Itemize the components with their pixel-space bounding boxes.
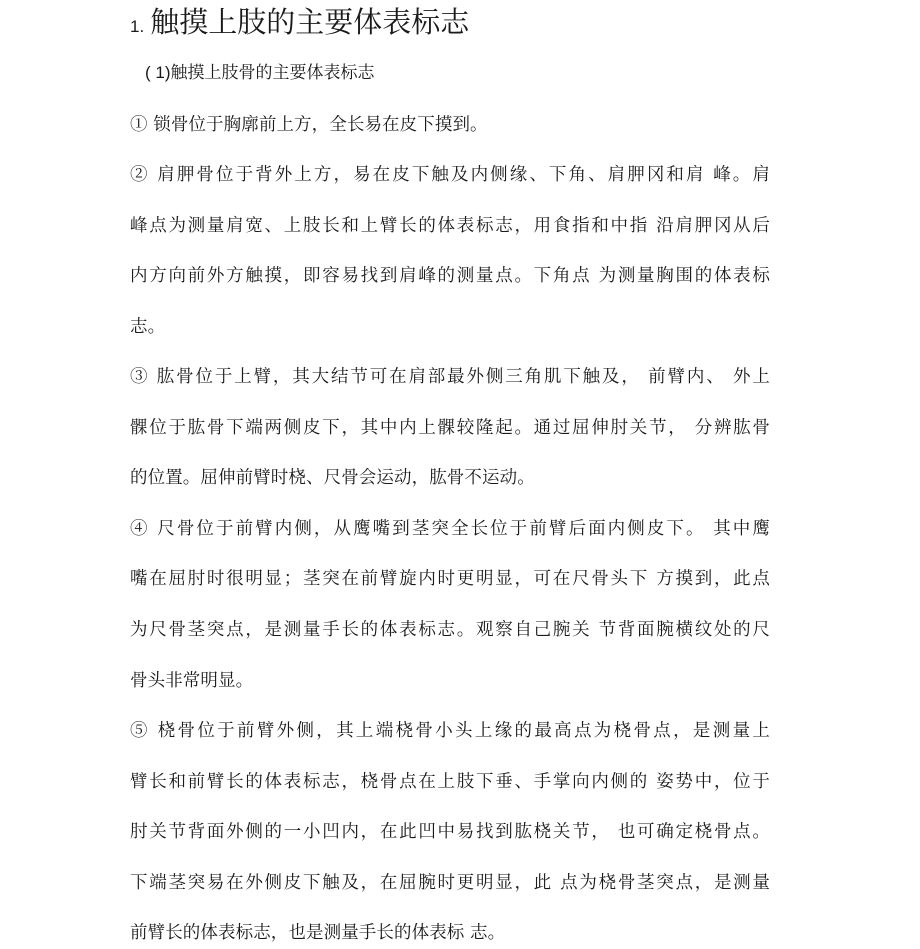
subsection-number: ( 1)	[145, 63, 171, 82]
subsection-title-text: 触摸上肢骨的主要体表标志	[170, 63, 375, 83]
text-line: ① 锁骨位于胸廓前上方，全长易在皮下摸到。	[130, 115, 488, 135]
text-line: 峰点为测量肩宽、上肢长和上臂长的体表标志，用食指和中指 沿肩胛冈从后	[130, 216, 770, 236]
text-line: 的位置。屈伸前臂时桡、尺骨会运动，肱骨不运动。	[130, 468, 535, 488]
text-line: 志。	[130, 317, 166, 337]
text-line: 前臂长的体表标志，也是测量手长的体表标 志。	[130, 923, 506, 943]
text-line: 髁位于肱骨下端两侧皮下，其中内上髁较隆起。通过屈伸肘关节， 分辨肱骨	[130, 418, 770, 438]
text-line: 为尺骨茎突点，是测量手长的体表标志。观察自己腕关 节背面腕横纹处的尺	[130, 620, 770, 640]
text-line: 嘴在屈肘时很明显；茎突在前臂旋内时更明显，可在尺骨头下 方摸到，此点	[130, 569, 770, 589]
text-line: 肘关节背面外侧的一小凹内，在此凹中易找到肱桡关节， 也可确定桡骨点。	[130, 822, 770, 842]
section-title	[130, 2, 469, 47]
text-line: 下端茎突易在外侧皮下触及，在屈腕时更明显，此 点为桡骨茎突点，是测量	[130, 873, 770, 893]
text-line: ⑤ 桡骨位于前臂外侧，其上端桡骨小头上缘的最高点为桡骨点，是测量上	[130, 721, 770, 741]
text-line: 臂长和前臂长的体表标志，桡骨点在上肢下垂、手掌向内侧的 姿势中，位于	[130, 772, 770, 792]
text-line: 骨头非常明显。	[130, 671, 254, 691]
section-title-text: 触摸上肢的主要体表标志	[150, 5, 470, 39]
subsection-title	[145, 60, 375, 86]
text-line: ③ 肱骨位于上臂，其大结节可在肩部最外侧三角肌下触及， 前臂内、 外上	[130, 367, 770, 387]
text-line: ④ 尺骨位于前臂内侧，从鹰嘴到茎突全长位于前臂后面内侧皮下。 其中鹰	[130, 519, 770, 539]
text-line: 内方向前外方触摸，即容易找到肩峰的测量点。下角点 为测量胸围的体表标	[130, 266, 770, 286]
section-number: 1.	[130, 17, 145, 36]
text-line: ② 肩胛骨位于背外上方，易在皮下触及内侧缘、下角、肩胛冈和肩 峰。肩	[130, 165, 770, 185]
